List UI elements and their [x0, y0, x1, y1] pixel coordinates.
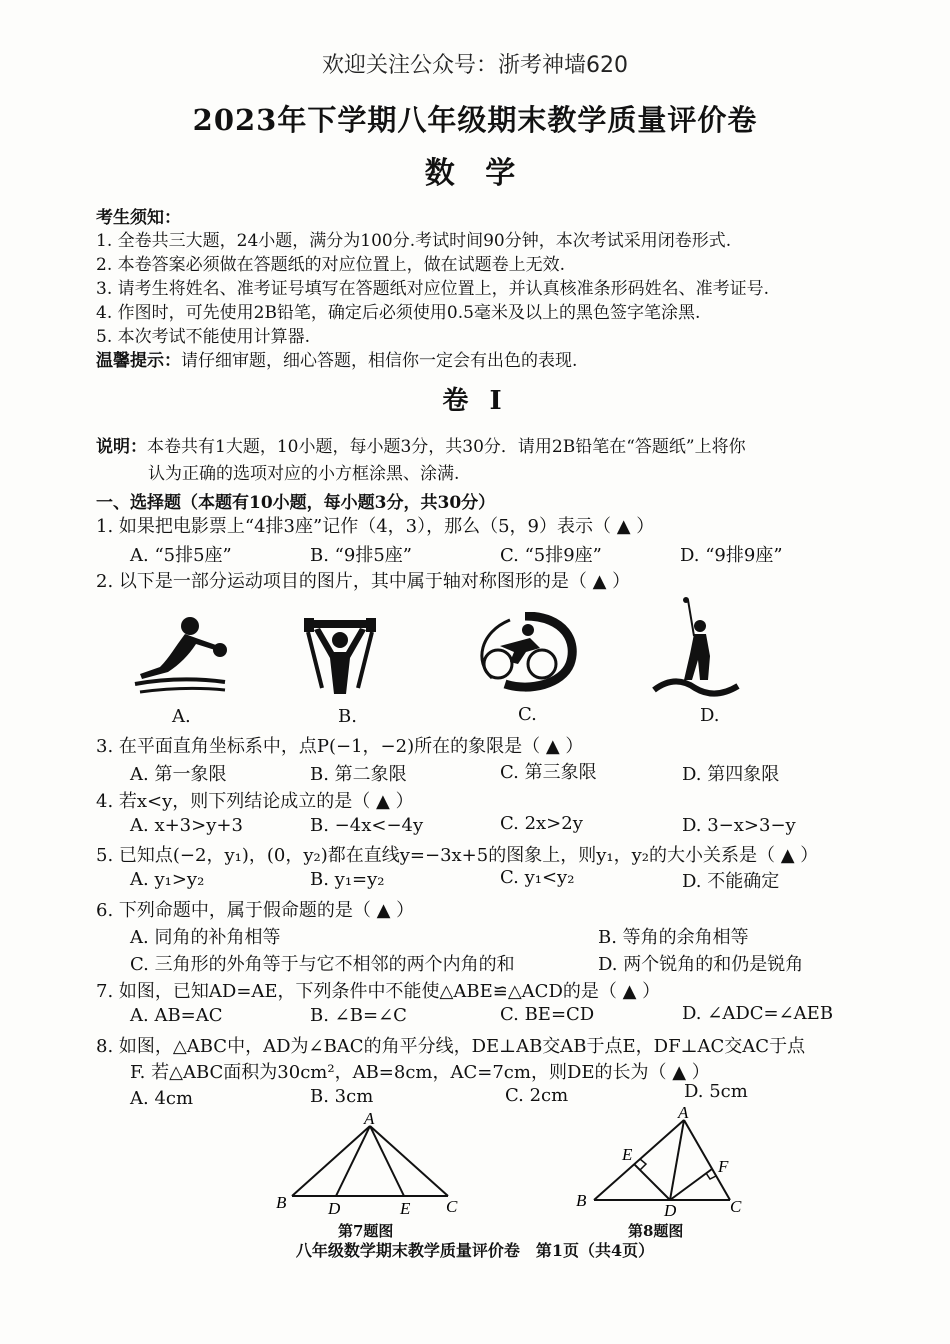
notice-item: 1. 全卷共三大题，24小题，满分为100分.考试时间90分钟，本次考试采用闭卷形式.	[96, 231, 732, 251]
exam-title: 2023年下学期八年级期末教学质量评价卷	[192, 103, 758, 137]
notice-heading: 考生须知：	[96, 208, 181, 228]
q6-option-c: C. 三角形的外角等于与它不相邻的两个内角的和	[130, 954, 515, 975]
q3-option-a: A. 第一象限	[130, 764, 227, 785]
page-footer: 八年级数学期末教学质量评价卷 第1页（共4页）	[295, 1241, 655, 1260]
q6-option-b: B. 等角的余角相等	[598, 927, 749, 948]
q7-option-a: A. AB=AC	[130, 1005, 223, 1026]
question-3-stem: 3. 在平面直角坐标系中，点P(−1，−2)所在的象限是（ ▲ ）	[96, 736, 584, 757]
q2-option-b: B.	[338, 706, 357, 727]
q4-option-b: B. −4x<−4y	[310, 815, 424, 836]
instructions-label: 说明：	[96, 437, 147, 457]
q1-option-b: B. “9排5座”	[310, 545, 412, 566]
question-7-stem: 7. 如图，已知AD=AE，下列条件中不能使△ABE≌△ACD的是（ ▲ ）	[96, 981, 661, 1002]
tip-label: 温馨提示：	[96, 351, 181, 371]
q8-option-d: D. 5cm	[684, 1081, 748, 1102]
q3-option-d: D. 第四象限	[682, 764, 780, 785]
q6-option-d: D. 两个锐角的和仍是锐角	[598, 954, 804, 975]
q1-option-d: D. “9排9座”	[680, 545, 783, 566]
q8-option-a: A. 4cm	[130, 1088, 194, 1109]
question-8-stem-line2: F. 若△ABC面积为30cm²，AB=8cm，AC=7cm，则DE的长为（ ▲ ）	[130, 1062, 710, 1083]
figure-8-caption: 第8题图	[628, 1222, 684, 1240]
instructions-line2: 认为正确的选项对应的小方框涂黑、涂满.	[148, 464, 460, 484]
q7-option-c: C. BE=CD	[500, 1004, 595, 1025]
q2-option-d: D.	[700, 705, 720, 726]
q7-option-d: D. ∠ADC=∠AEB	[682, 1003, 834, 1024]
q1-option-a: A. “5排5座”	[130, 545, 232, 566]
fig7-label-c: C	[446, 1197, 458, 1216]
q5-option-a: A. y₁>y₂	[130, 869, 205, 890]
q4-option-c: C. 2x>2y	[500, 813, 583, 834]
figure-8-triangle	[572, 1100, 752, 1218]
q8-option-b: B. 3cm	[310, 1086, 374, 1107]
q5-option-d: D. 不能确定	[682, 871, 780, 892]
question-5-stem: 5. 已知点(−2，y₁)，(0，y₂)都在直线y=−3x+5的图象上，则y₁，y₂的大小关系是（ ▲ ）	[96, 845, 819, 866]
notice-item: 3. 请考生将姓名、准考证号填写在答题纸对应位置上，并认真核准条形码姓名、准考证号.	[96, 279, 770, 299]
q4-option-d: D. 3−x>3−y	[682, 815, 796, 836]
instructions-line1: 本卷共有1大题，10小题，每小题3分，共30分．请用2B铅笔在“答题纸”上将你	[147, 437, 746, 457]
question-4-stem: 4. 若x<y，则下列结论成立的是（ ▲ ）	[96, 791, 414, 812]
q5-option-c: C. y₁<y₂	[500, 867, 575, 888]
fig7-label-a: A	[364, 1109, 375, 1128]
question-2-stem: 2. 以下是一部分运动项目的图片，其中属于轴对称图形的是（ ▲ ）	[96, 571, 631, 592]
question-6-stem: 6. 下列命题中，属于假命题的是（ ▲ ）	[96, 900, 415, 921]
cycling-pictogram	[470, 612, 580, 694]
fig7-label-b: B	[276, 1193, 287, 1212]
watermark: 欢迎关注公众号：浙考神墙620	[322, 53, 628, 78]
figure-7-triangle	[270, 1108, 470, 1218]
fig8-label-a: A	[678, 1103, 689, 1122]
q6-option-a: A. 同角的补角相等	[130, 927, 281, 948]
q3-option-b: B. 第二象限	[310, 764, 407, 785]
volume-heading: 卷 I	[442, 386, 508, 416]
q7-option-b: B. ∠B=∠C	[310, 1005, 407, 1026]
fig8-label-b: B	[576, 1191, 587, 1210]
weightlifting-pictogram	[300, 618, 380, 698]
q2-option-c: C.	[518, 704, 537, 725]
volleyball-pictogram	[130, 612, 240, 702]
fig7-label-e: E	[400, 1199, 411, 1218]
q2-option-a: A.	[172, 706, 191, 727]
subject-title: 数 学	[424, 156, 526, 191]
fig8-label-f: F	[718, 1157, 729, 1176]
q4-option-a: A. x+3>y+3	[130, 815, 243, 836]
fig8-label-c: C	[730, 1197, 742, 1216]
q8-option-c: C. 2cm	[505, 1085, 569, 1106]
q5-option-b: B. y₁=y₂	[310, 869, 385, 890]
notice-item: 5. 本次考试不能使用计算器.	[96, 327, 311, 347]
section-heading: 一、选择题（本题有10小题，每小题3分，共30分）	[96, 493, 496, 513]
question-8-stem-line1: 8. 如图，△ABC中，AD为∠BAC的角平分线，DE⊥AB交AB于点E，DF⊥AC交AC于点	[96, 1036, 806, 1057]
figure-7-caption: 第7题图	[338, 1222, 394, 1240]
fig7-label-d: D	[328, 1199, 341, 1218]
question-1-stem: 1. 如果把电影票上“4排3座”记作（4，3），那么（5，9）表示（ ▲ ）	[96, 516, 655, 537]
fig8-label-e: E	[622, 1145, 633, 1164]
notice-item: 4. 作图时，可先使用2B铅笔，确定后必须使用0.5毫米及以上的黑色签字笔涂黑.	[96, 303, 701, 323]
notice-item: 2. 本卷答案必须做在答题纸的对应位置上，做在试题卷上无效.	[96, 255, 566, 275]
tip-text: 请仔细审题，细心答题，相信你一定会有出色的表现.	[181, 351, 578, 371]
fig8-label-d: D	[664, 1201, 677, 1218]
q3-option-c: C. 第三象限	[500, 762, 597, 783]
q1-option-c: C. “5排9座”	[500, 545, 602, 566]
golf-pictogram	[650, 596, 740, 700]
